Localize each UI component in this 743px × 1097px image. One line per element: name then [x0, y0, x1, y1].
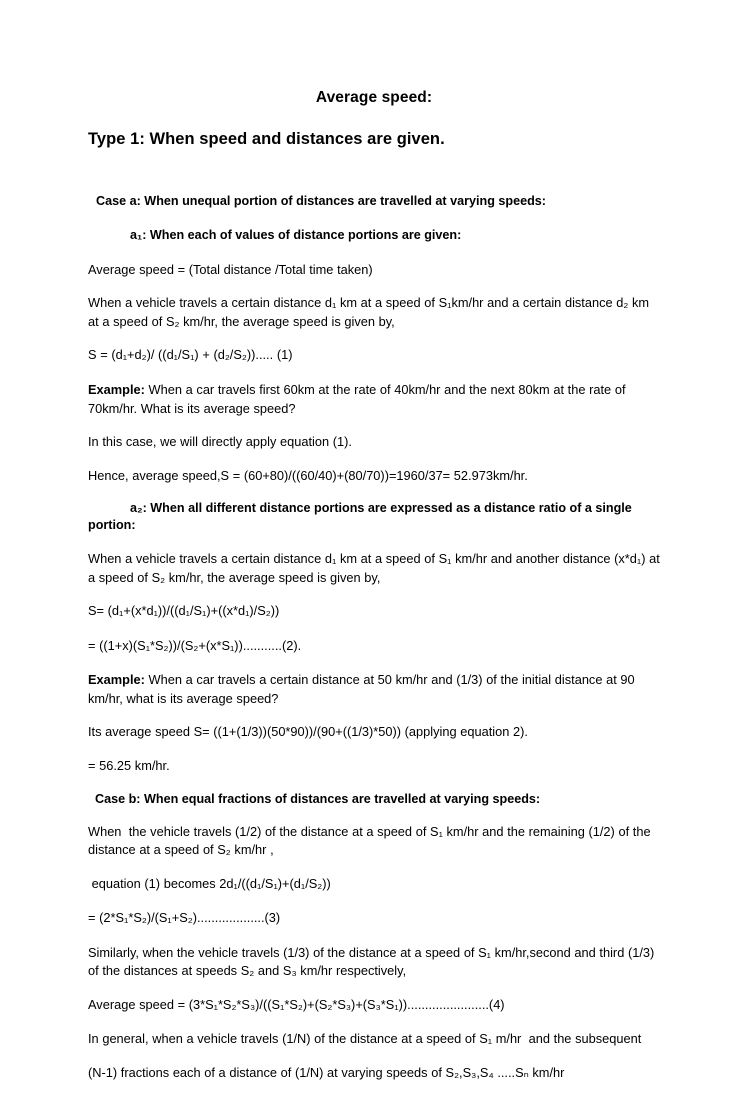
- page-title: Average speed:: [315, 89, 433, 106]
- case-a1-solution-note: In this case, we will directly apply equation (1).: [88, 434, 352, 450]
- case-a2-example: [88, 671, 660, 708]
- case-a1-solution: Hence, average speed,S = (60+80)/((60/40)+(80/70))=1960/37= 52.973km/hr.: [88, 467, 528, 483]
- case-a1-example: [88, 381, 660, 418]
- type-heading: Type 1: When speed and distances are given.: [88, 130, 445, 149]
- equation-1: S = (d₁+d₂)/ ((d₁/S₁) + (d₂/S₂))..... (1): [88, 347, 293, 363]
- case-a2-heading: a₂: When all different distance portions are expressed as a distance ratio of a single portion:: [88, 501, 632, 533]
- document-content: [88, 88, 664, 1097]
- case-a2-setup: When a vehicle travels a certain distance d₁ km at a speed of S₁ km/hr and another distance (x*d₁) at a speed of S₂ km/hr, the average speed is given by,: [88, 551, 664, 585]
- average-speed-definition: Average speed = (Total distance /Total time taken): [88, 261, 373, 277]
- case-a-heading: Case a: When unequal portion of distances are travelled at varying speeds:: [96, 193, 546, 208]
- case-a1-heading: a₁: When each of values of distance portions are given:: [130, 227, 462, 242]
- example-text: When a car travels a certain distance at 50 km/hr and (1/3) of the initial distance at 90 km/hr, what is its average speed?: [88, 672, 639, 706]
- general-case-continued: (N-1) fractions each of a distance of (1/N) at varying speeds of S₂,S₃,S₄ .....Sₙ km/hr: [88, 1064, 565, 1080]
- general-case: In general, when a vehicle travels (1/N) of the distance at a speed of S₁ m/hr and the subsequent: [88, 1031, 642, 1047]
- example-label: Example:: [88, 672, 145, 688]
- case-b-heading: Case b: When equal fractions of distances are travelled at varying speeds:: [95, 791, 541, 806]
- equation-2a: S= (d₁+(x*d₁))/((d₁/S₁)+((x*d₁)/S₂)): [88, 603, 280, 619]
- example-text: When a car travels first 60km at the rate of 40km/hr and the next 80km at the rate of 70km/hr. What is its average speed?: [88, 382, 630, 416]
- equation-4: Average speed = (3*S₁*S₂*S₃)/((S₁*S₂)+(S₂*S₃)+(S₃*S₁)).......................(4): [88, 996, 505, 1012]
- case-a2-result: = 56.25 km/hr.: [88, 758, 170, 774]
- equation-3-intro: equation (1) becomes 2d₁/((d₁/S₁)+(d₁/S₂)): [88, 875, 331, 891]
- example-label: Example:: [88, 382, 145, 397]
- case-b-setup-three: Similarly, when the vehicle travels (1/3) of the distance at a speed of S₁ km/hr,second and third (1/3) of the distances at speeds S₂ and S₃ km/hr respectively,: [88, 944, 658, 979]
- equation-3: = (2*S₁*S₂)/(S₁+S₂)...................(3): [88, 910, 281, 926]
- case-a1-setup: When a vehicle travels a certain distance d₁ km at a speed of S₁km/hr and a certain distance d₂ km at a speed of S₂ km/hr, the average speed is given by,: [88, 295, 653, 329]
- equation-2: = ((1+x)(S₁*S₂))/(S₂+(x*S₁))...........(2).: [88, 637, 302, 653]
- case-b-setup: When the vehicle travels (1/2) of the distance at a speed of S₁ km/hr and the remaining (1/2) of the distance at a speed of S₂ km/hr ,: [88, 823, 655, 858]
- case-a2-solution: Its average speed S= ((1+(1/3))(50*90))/(90+((1/3)*50)) (applying equation 2).: [88, 724, 528, 740]
